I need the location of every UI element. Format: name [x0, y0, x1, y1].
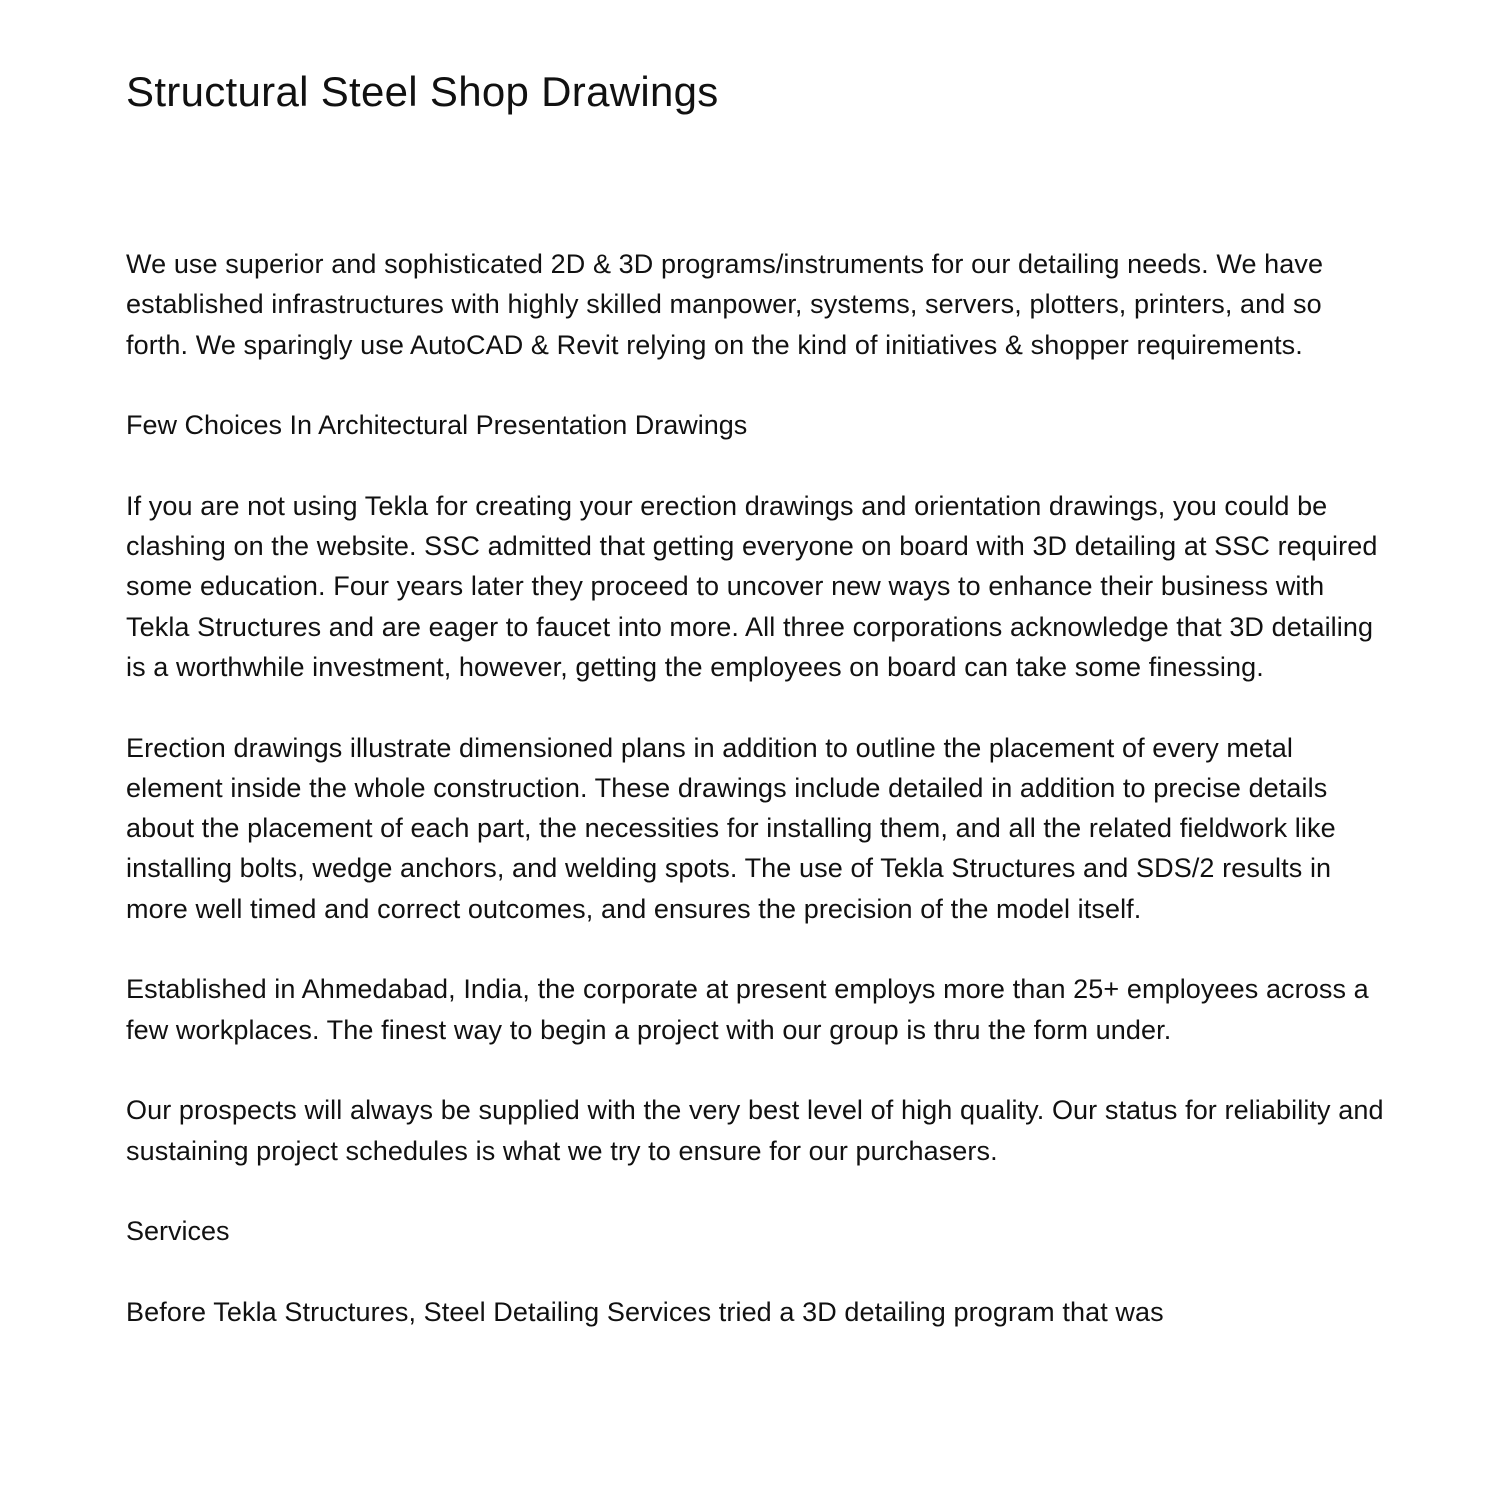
paragraph-services: Before Tekla Structures, Steel Detailing Services tried a 3D detailing program that was	[126, 1296, 1164, 1327]
document-title: Structural Steel Shop Drawings	[126, 68, 719, 115]
paragraph-prospects: Our prospects will always be supplied with the very best level of high quality. Our status for reliability and sustaining project schedules is what we try to ensure for our purchasers.	[126, 1095, 1384, 1166]
section-heading-services: Services	[126, 1216, 230, 1247]
paragraph-erection-drawings: Erection drawings illustrate dimensioned plans in addition to outline the placement of every metal element inside the whole construction. These drawings include detailed in addition to precise details about the placement of each part, the necessities for installing them, and all the related fieldwork like installing bolts, wedge anchors, and welding spots. The use of Tekla Structures and SDS/2 results in more well timed and correct outcomes, and ensures the precision of the model itself.	[126, 732, 1336, 924]
document-page	[126, 0, 1386, 1500]
paragraph-tekla: If you are not using Tekla for creating your erection drawings and orientation drawings, you could be clashing on the website. SSC admitted that getting everyone on board with 3D detailing at SSC required some education. Four years later they proceed to uncover new ways to enhance their business with Tekla Structures and are eager to faucet into more. All three corporations acknowledge that 3D detailing is a worthwhile investment, however, getting the employees on board can take some finessing.	[126, 490, 1378, 682]
document-body	[126, 244, 1386, 1372]
paragraph-established: Established in Ahmedabad, India, the corporate at present employs more than 25+ employees across a few workplaces. The finest way to begin a project with our group is thru the form under.	[126, 974, 1369, 1045]
section-heading-presentation-drawings: Few Choices In Architectural Presentation Drawings	[126, 410, 748, 441]
paragraph-intro: We use superior and sophisticated 2D & 3D programs/instruments for our detailing needs. We have established infrastructures with highly skilled manpower, systems, servers, plotters, printers, and so forth. We sparingly use AutoCAD & Revit relying on the kind of initiatives & shopper requirements.	[126, 249, 1324, 360]
